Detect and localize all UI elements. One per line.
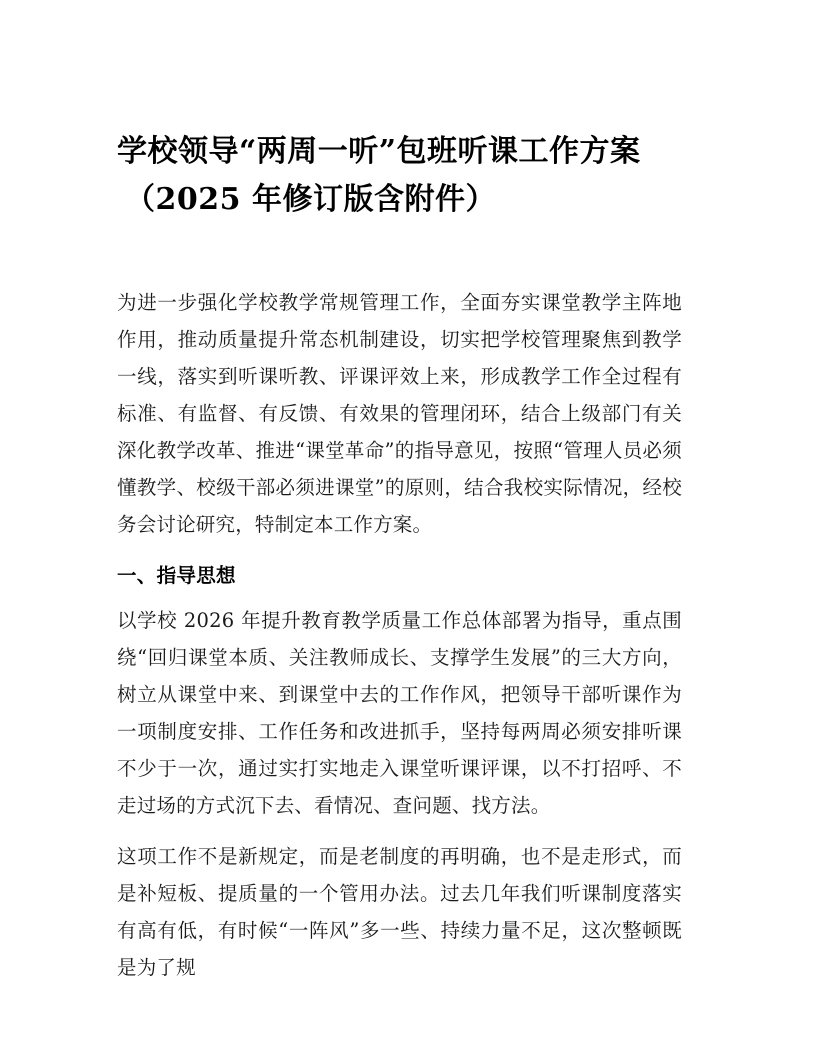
- intro-paragraph: 为进一步强化学校教学常规管理工作，全面夯实课堂教学主阵地作用，推动质量提升常态机制建设，切实把学校管理聚焦到教学一线，落实到听课听教、评课评效上来，形成教学工作全过程有标准、有监督、有反馈、有效果的管理闭环，结合上级部门有关深化教学改革、推进“课堂革命”的指导意见，按照“管理人员必须懂教学、校级干部必须进课堂”的原则，结合我校实际情况，经校务会讨论研究，特制定本工作方案。: [117, 291, 682, 536]
- page-title-line-2: （2025 年修订版含附件）: [125, 182, 496, 217]
- section-one-paragraph-1: 以学校 2026 年提升教育教学质量工作总体部署为指导，重点围绕“回归课堂本质、关注教师成长、支撑学生发展”的三大方向，树立从课堂中来、到课堂中去的工作作风，把领导干部听课作为一项制度安排、工作任务和改进抓手，坚持每两周必须安排听课不少于一次，通过实打实地走入课堂听课评课，以不打招呼、不走过场的方式沉下去、看情况、查问题、找方法。: [117, 609, 682, 817]
- section-heading-one: 一、指导思想: [117, 564, 236, 587]
- page-title-line-1: 学校领导“两周一听”包班听课工作方案: [117, 134, 641, 169]
- section-one-paragraph-2: 这项工作不是新规定，而是老制度的再明确，也不是走形式，而是补短板、提质量的一个管用办法。过去几年我们听课制度落实有高有低，有时候“一阵风”多一些、持续力量不足，这次整顿既是为了规: [117, 845, 682, 979]
- title-spacer: [117, 224, 682, 284]
- page-title: [117, 128, 682, 224]
